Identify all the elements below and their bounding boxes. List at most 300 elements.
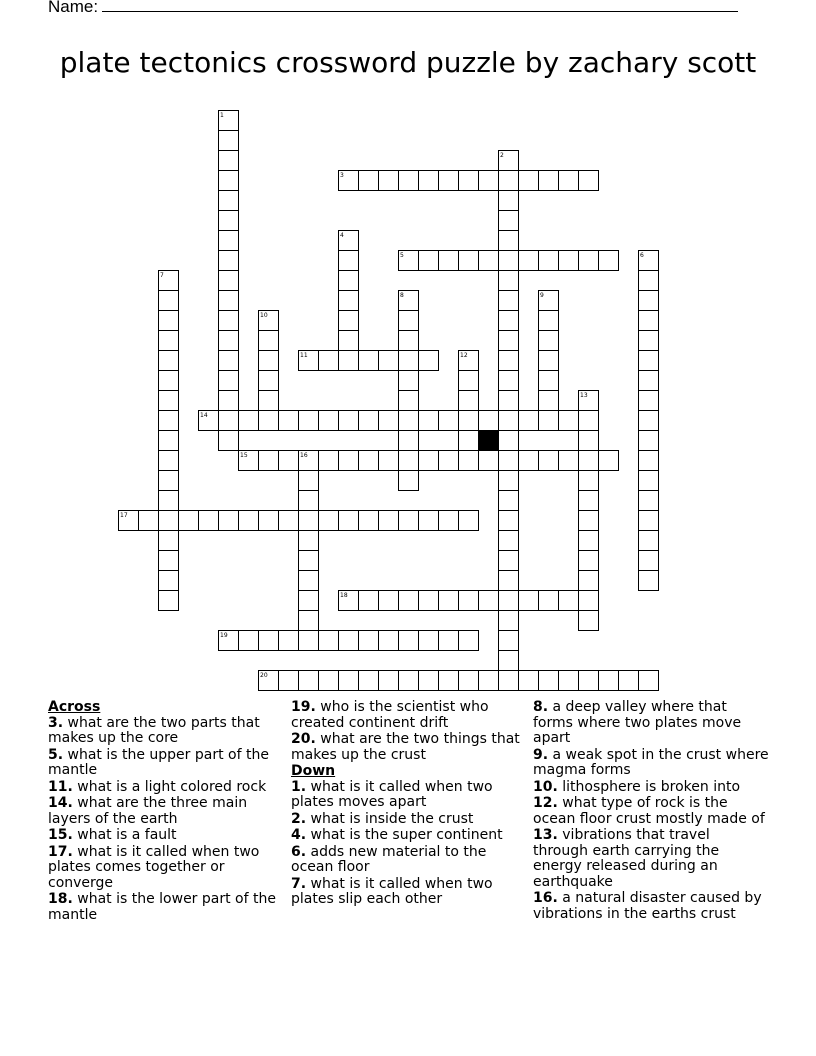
clue-number-label: 8 bbox=[400, 292, 404, 299]
grid-cell[interactable] bbox=[479, 671, 499, 691]
grid-cell[interactable] bbox=[639, 511, 659, 531]
grid-cell[interactable] bbox=[279, 411, 299, 431]
across-clue bbox=[48, 796, 284, 827]
grid-cell[interactable] bbox=[559, 451, 579, 471]
grid-cell[interactable] bbox=[539, 391, 559, 411]
grid-cell[interactable] bbox=[219, 271, 239, 291]
grid-cell[interactable] bbox=[439, 171, 459, 191]
grid-cell[interactable] bbox=[639, 371, 659, 391]
grid-cell[interactable] bbox=[259, 351, 279, 371]
grid-cell[interactable] bbox=[379, 591, 399, 611]
grid-cell[interactable] bbox=[639, 571, 659, 591]
clue-text: what type of rock is the ocean floor crust mostly made of bbox=[533, 795, 765, 827]
clue-number-label: 6 bbox=[640, 252, 644, 259]
clue-number-label: 1 bbox=[220, 112, 224, 119]
grid-cell[interactable] bbox=[219, 231, 239, 251]
grid-cell[interactable] bbox=[399, 471, 419, 491]
grid-cell[interactable] bbox=[499, 411, 519, 431]
grid-cell[interactable] bbox=[519, 591, 539, 611]
grid-cell[interactable] bbox=[219, 171, 239, 191]
down-clue bbox=[533, 891, 769, 922]
grid-cell[interactable] bbox=[559, 251, 579, 271]
grid-cell[interactable] bbox=[339, 291, 359, 311]
grid-cell[interactable] bbox=[259, 391, 279, 411]
grid-cell[interactable] bbox=[519, 671, 539, 691]
clue-number-label: 4 bbox=[340, 232, 344, 239]
grid-cell[interactable] bbox=[579, 411, 599, 431]
grid-cell[interactable] bbox=[459, 411, 479, 431]
grid-cell[interactable] bbox=[399, 391, 419, 411]
clue-text: what is the lower part of the mantle bbox=[48, 891, 276, 923]
name-label: Name: bbox=[48, 0, 99, 16]
grid-cell[interactable] bbox=[539, 331, 559, 351]
grid-cell[interactable] bbox=[219, 191, 239, 211]
grid-cell[interactable] bbox=[219, 331, 239, 351]
grid-cell[interactable] bbox=[219, 411, 239, 431]
grid-cell[interactable] bbox=[499, 351, 519, 371]
grid-cell[interactable] bbox=[439, 251, 459, 271]
down-heading: Down bbox=[291, 763, 336, 779]
clue-text: what is the upper part of the mantle bbox=[48, 746, 269, 778]
grid-cell[interactable] bbox=[299, 491, 319, 511]
grid-cell[interactable] bbox=[139, 511, 159, 531]
clue-text: what is it called when two plates slip each other bbox=[291, 875, 493, 907]
clue-number: 2. bbox=[291, 810, 307, 827]
grid-cell[interactable] bbox=[579, 531, 599, 551]
grid-cell[interactable] bbox=[259, 451, 279, 471]
grid-cell[interactable] bbox=[519, 251, 539, 271]
grid-cell[interactable] bbox=[539, 411, 559, 431]
grid-cell[interactable] bbox=[639, 451, 659, 471]
clue-text: lithosphere is broken into bbox=[557, 778, 741, 795]
grid-cell[interactable] bbox=[499, 291, 519, 311]
grid-cell[interactable] bbox=[399, 671, 419, 691]
grid-cell[interactable] bbox=[279, 511, 299, 531]
grid-cell[interactable] bbox=[239, 631, 259, 651]
grid-cell[interactable] bbox=[299, 671, 319, 691]
clue-number-label: 10 bbox=[260, 312, 268, 319]
down-clue bbox=[291, 845, 527, 876]
grid-cell[interactable] bbox=[559, 591, 579, 611]
grid-cell[interactable] bbox=[399, 171, 419, 191]
grid-cell[interactable] bbox=[639, 291, 659, 311]
grid-cell[interactable] bbox=[459, 591, 479, 611]
grid-cell[interactable] bbox=[159, 471, 179, 491]
black-cell bbox=[479, 431, 499, 451]
clues-column-3 bbox=[533, 700, 769, 923]
clue-number-label: 13 bbox=[580, 392, 588, 399]
grid-cell[interactable] bbox=[399, 631, 419, 651]
across-clue bbox=[48, 845, 284, 892]
grid-cell[interactable] bbox=[579, 571, 599, 591]
grid-cell[interactable] bbox=[379, 671, 399, 691]
grid-cell[interactable] bbox=[159, 551, 179, 571]
grid-cell[interactable] bbox=[219, 431, 239, 451]
grid-cell[interactable] bbox=[359, 591, 379, 611]
grid-cell[interactable] bbox=[359, 351, 379, 371]
grid-cell[interactable] bbox=[319, 351, 339, 371]
clue-text: what is inside the crust bbox=[306, 810, 474, 827]
grid-cell[interactable] bbox=[339, 251, 359, 271]
grid-cell[interactable] bbox=[219, 511, 239, 531]
clue-text: what is a fault bbox=[72, 827, 177, 843]
grid-cell[interactable] bbox=[159, 511, 179, 531]
grid-cell[interactable] bbox=[499, 611, 519, 631]
grid-cell[interactable] bbox=[419, 591, 439, 611]
grid-cell[interactable] bbox=[499, 531, 519, 551]
grid-cell[interactable] bbox=[459, 631, 479, 651]
grid-cell[interactable] bbox=[499, 431, 519, 451]
clue-text: vibrations that travel through earth carrying the energy released during an earthquake bbox=[533, 827, 720, 890]
clue-number: 20. bbox=[291, 731, 316, 747]
grid-cell[interactable] bbox=[419, 451, 439, 471]
grid-cell[interactable] bbox=[359, 511, 379, 531]
clue-number-label: 2 bbox=[500, 152, 504, 159]
grid-cell[interactable] bbox=[339, 311, 359, 331]
grid-cell[interactable] bbox=[339, 271, 359, 291]
page-title: plate tectonics crossword puzzle by zachary scott bbox=[59, 46, 757, 79]
grid-cell[interactable] bbox=[339, 331, 359, 351]
grid-cell[interactable] bbox=[379, 631, 399, 651]
down-clue bbox=[533, 748, 769, 779]
across-clue bbox=[291, 700, 527, 731]
grid-cell[interactable] bbox=[379, 351, 399, 371]
clue-number-label: 18 bbox=[340, 592, 348, 599]
grid-cell[interactable] bbox=[539, 351, 559, 371]
grid-cell[interactable] bbox=[159, 411, 179, 431]
grid-cell[interactable] bbox=[279, 631, 299, 651]
grid-cell[interactable] bbox=[599, 251, 619, 271]
clues-column-1 bbox=[48, 700, 284, 924]
clue-text: what are the three main layers of the earth bbox=[48, 795, 248, 827]
across-clue bbox=[48, 780, 284, 796]
grid-cell[interactable] bbox=[579, 511, 599, 531]
clue-number: 19. bbox=[291, 699, 316, 715]
grid-cell[interactable] bbox=[579, 171, 599, 191]
clue-number: 15. bbox=[48, 827, 73, 843]
clue-number: 16. bbox=[533, 890, 558, 906]
grid-cell[interactable] bbox=[339, 511, 359, 531]
grid-cell[interactable] bbox=[199, 511, 219, 531]
grid-cell[interactable] bbox=[499, 311, 519, 331]
grid-cell[interactable] bbox=[559, 411, 579, 431]
grid-cell[interactable] bbox=[419, 511, 439, 531]
grid-cell[interactable] bbox=[319, 511, 339, 531]
grid-cell[interactable] bbox=[499, 451, 519, 471]
clue-text: what are the two things that makes up the crust bbox=[291, 731, 520, 763]
clue-text: what are the two parts that makes up the core bbox=[48, 714, 260, 746]
grid-cell[interactable] bbox=[339, 351, 359, 371]
grid-cell[interactable] bbox=[499, 391, 519, 411]
grid-cell[interactable] bbox=[399, 431, 419, 451]
grid-cell[interactable] bbox=[479, 451, 499, 471]
grid-cell[interactable] bbox=[339, 411, 359, 431]
grid-cell[interactable] bbox=[219, 351, 239, 371]
grid-cell[interactable] bbox=[319, 631, 339, 651]
grid-cell[interactable] bbox=[499, 171, 519, 191]
grid-cell[interactable] bbox=[499, 491, 519, 511]
clue-number-label: 16 bbox=[300, 452, 308, 459]
grid-cell[interactable] bbox=[579, 491, 599, 511]
grid-cell[interactable] bbox=[579, 451, 599, 471]
grid-cell[interactable] bbox=[159, 391, 179, 411]
clue-number-label: 17 bbox=[120, 512, 128, 519]
grid-cell[interactable] bbox=[379, 171, 399, 191]
grid-cell[interactable] bbox=[519, 171, 539, 191]
grid-cell[interactable] bbox=[499, 551, 519, 571]
clue-number: 11. bbox=[48, 778, 73, 795]
grid-cell[interactable] bbox=[399, 311, 419, 331]
clue-number: 8. bbox=[533, 699, 549, 715]
grid-cell[interactable] bbox=[439, 511, 459, 531]
grid-cell[interactable] bbox=[479, 171, 499, 191]
grid-cell[interactable] bbox=[639, 431, 659, 451]
grid-cell[interactable] bbox=[539, 591, 559, 611]
clue-number: 7. bbox=[291, 875, 307, 892]
grid-cell[interactable] bbox=[599, 671, 619, 691]
grid-cell[interactable] bbox=[419, 631, 439, 651]
grid-cell[interactable] bbox=[459, 371, 479, 391]
clue-text: what is a light colored rock bbox=[72, 778, 267, 795]
grid-cell[interactable] bbox=[539, 451, 559, 471]
grid-cell[interactable] bbox=[499, 651, 519, 671]
grid-cell[interactable] bbox=[479, 591, 499, 611]
grid-cell[interactable] bbox=[579, 251, 599, 271]
grid-cell[interactable] bbox=[159, 311, 179, 331]
grid-cell[interactable] bbox=[219, 371, 239, 391]
clue-number: 14. bbox=[48, 795, 73, 811]
down-clue bbox=[291, 812, 527, 828]
grid-cell[interactable] bbox=[459, 671, 479, 691]
grid-cell[interactable] bbox=[439, 671, 459, 691]
grid-cell[interactable] bbox=[219, 131, 239, 151]
clue-text: what is it called when two plates moves apart bbox=[291, 778, 493, 810]
grid-cell[interactable] bbox=[419, 351, 439, 371]
grid-cell[interactable] bbox=[639, 531, 659, 551]
grid-cell[interactable] bbox=[259, 331, 279, 351]
grid-cell[interactable] bbox=[479, 251, 499, 271]
grid-cell[interactable] bbox=[639, 551, 659, 571]
grid-cell[interactable] bbox=[379, 511, 399, 531]
grid-cell[interactable] bbox=[219, 251, 239, 271]
grid-cell[interactable] bbox=[359, 411, 379, 431]
down-clue bbox=[533, 796, 769, 827]
grid-cell[interactable] bbox=[399, 511, 419, 531]
grid-cell[interactable] bbox=[279, 671, 299, 691]
grid-cell[interactable] bbox=[579, 431, 599, 451]
grid-cell[interactable] bbox=[259, 631, 279, 651]
clue-number: 3. bbox=[48, 714, 64, 731]
clue-text: adds new material to the ocean floor bbox=[291, 843, 487, 875]
grid-cell[interactable] bbox=[399, 351, 419, 371]
across-heading: Across bbox=[48, 699, 101, 715]
grid-cell[interactable] bbox=[399, 371, 419, 391]
grid-cell[interactable] bbox=[459, 171, 479, 191]
grid-cell[interactable] bbox=[479, 411, 499, 431]
grid-cell[interactable] bbox=[519, 411, 539, 431]
across-clue bbox=[48, 892, 284, 923]
grid-cell[interactable] bbox=[599, 451, 619, 471]
clue-number: 10. bbox=[533, 778, 558, 795]
grid-cell[interactable] bbox=[299, 591, 319, 611]
grid-cell[interactable] bbox=[339, 631, 359, 651]
grid-cell[interactable] bbox=[459, 391, 479, 411]
grid-cell[interactable] bbox=[419, 171, 439, 191]
clue-number-label: 20 bbox=[260, 672, 268, 679]
across-clue bbox=[48, 716, 284, 747]
grid-cell[interactable] bbox=[299, 511, 319, 531]
grid-cell[interactable] bbox=[239, 411, 259, 431]
grid-cell[interactable] bbox=[399, 591, 419, 611]
grid-cell[interactable] bbox=[359, 171, 379, 191]
grid-cell[interactable] bbox=[159, 291, 179, 311]
grid-cell[interactable] bbox=[439, 451, 459, 471]
clue-number: 13. bbox=[533, 827, 558, 843]
grid-cell[interactable] bbox=[259, 411, 279, 431]
grid-cell[interactable] bbox=[639, 671, 659, 691]
grid-cell[interactable] bbox=[639, 491, 659, 511]
down-clue bbox=[291, 828, 527, 844]
grid-cell[interactable] bbox=[359, 671, 379, 691]
grid-cell[interactable] bbox=[459, 511, 479, 531]
grid-cell[interactable] bbox=[299, 551, 319, 571]
grid-cell[interactable] bbox=[159, 491, 179, 511]
grid-cell[interactable] bbox=[639, 311, 659, 331]
clue-text: a weak spot in the crust where magma forms bbox=[533, 746, 769, 778]
grid-cell[interactable] bbox=[279, 451, 299, 471]
grid-cell[interactable] bbox=[359, 451, 379, 471]
grid-cell[interactable] bbox=[399, 411, 419, 431]
clue-number-label: 19 bbox=[220, 632, 228, 639]
grid-cell[interactable] bbox=[179, 511, 199, 531]
grid-cell[interactable] bbox=[419, 251, 439, 271]
grid-cell[interactable] bbox=[219, 391, 239, 411]
grid-cell[interactable] bbox=[639, 411, 659, 431]
grid-cell[interactable] bbox=[219, 211, 239, 231]
grid-cell[interactable] bbox=[399, 331, 419, 351]
clue-number: 9. bbox=[533, 746, 549, 763]
down-clue bbox=[291, 877, 527, 908]
grid-cell[interactable] bbox=[539, 671, 559, 691]
grid-cell[interactable] bbox=[639, 271, 659, 291]
grid-cell[interactable] bbox=[359, 631, 379, 651]
down-clue bbox=[533, 780, 769, 796]
grid-cell[interactable] bbox=[539, 371, 559, 391]
grid-cell[interactable] bbox=[559, 171, 579, 191]
grid-cell[interactable] bbox=[639, 351, 659, 371]
grid-cell[interactable] bbox=[159, 371, 179, 391]
grid-cell[interactable] bbox=[499, 191, 519, 211]
grid-cell[interactable] bbox=[499, 591, 519, 611]
across-clue bbox=[48, 748, 284, 779]
grid-cell[interactable] bbox=[499, 671, 519, 691]
grid-cell[interactable] bbox=[579, 591, 599, 611]
grid-cell[interactable] bbox=[319, 451, 339, 471]
grid-cell[interactable] bbox=[499, 331, 519, 351]
grid-cell[interactable] bbox=[219, 151, 239, 171]
grid-cell[interactable] bbox=[499, 371, 519, 391]
grid-cell[interactable] bbox=[159, 431, 179, 451]
grid-cell[interactable] bbox=[339, 451, 359, 471]
grid-cell[interactable] bbox=[539, 171, 559, 191]
grid-cell[interactable] bbox=[639, 391, 659, 411]
clue-number-label: 3 bbox=[340, 172, 344, 179]
grid-cell[interactable] bbox=[379, 451, 399, 471]
grid-cell[interactable] bbox=[339, 671, 359, 691]
grid-cell[interactable] bbox=[459, 431, 479, 451]
grid-cell[interactable] bbox=[639, 471, 659, 491]
grid-cell[interactable] bbox=[379, 411, 399, 431]
grid-cell[interactable] bbox=[459, 251, 479, 271]
grid-cell[interactable] bbox=[159, 451, 179, 471]
grid-cell[interactable] bbox=[319, 411, 339, 431]
grid-cell[interactable] bbox=[519, 451, 539, 471]
grid-cell[interactable] bbox=[319, 671, 339, 691]
grid-cell[interactable] bbox=[239, 511, 259, 531]
grid-cell[interactable] bbox=[579, 551, 599, 571]
grid-cell[interactable] bbox=[299, 631, 319, 651]
down-clue bbox=[291, 780, 527, 811]
grid-cell[interactable] bbox=[499, 511, 519, 531]
grid-cell[interactable] bbox=[499, 251, 519, 271]
grid-cell[interactable] bbox=[219, 291, 239, 311]
grid-cell[interactable] bbox=[419, 411, 439, 431]
grid-cell[interactable] bbox=[579, 611, 599, 631]
grid-cell[interactable] bbox=[159, 331, 179, 351]
grid-cell[interactable] bbox=[619, 671, 639, 691]
clue-number-label: 15 bbox=[240, 452, 248, 459]
grid-cell[interactable] bbox=[499, 571, 519, 591]
grid-cell[interactable] bbox=[159, 591, 179, 611]
grid-cell[interactable] bbox=[219, 311, 239, 331]
down-clue bbox=[533, 700, 769, 747]
grid-cell[interactable] bbox=[299, 531, 319, 551]
grid-cell[interactable] bbox=[299, 571, 319, 591]
grid-cell[interactable] bbox=[439, 411, 459, 431]
grid-cell[interactable] bbox=[459, 451, 479, 471]
grid-cell[interactable] bbox=[639, 331, 659, 351]
grid-cell[interactable] bbox=[499, 631, 519, 651]
grid-cell[interactable] bbox=[159, 571, 179, 591]
grid-cell[interactable] bbox=[439, 591, 459, 611]
clue-number: 12. bbox=[533, 795, 558, 811]
grid-cell[interactable] bbox=[499, 471, 519, 491]
grid-cell[interactable] bbox=[499, 231, 519, 251]
grid-cell[interactable] bbox=[579, 671, 599, 691]
grid-cell[interactable] bbox=[559, 671, 579, 691]
grid-cell[interactable] bbox=[399, 451, 419, 471]
grid-cell[interactable] bbox=[419, 671, 439, 691]
grid-cell[interactable] bbox=[499, 271, 519, 291]
clues-column-2 bbox=[291, 700, 527, 909]
grid-cell[interactable] bbox=[299, 471, 319, 491]
clue-number-label: 5 bbox=[400, 252, 404, 259]
clue-number-label: 11 bbox=[300, 352, 308, 359]
grid-cell[interactable] bbox=[579, 471, 599, 491]
grid-cell[interactable] bbox=[299, 611, 319, 631]
grid-cell[interactable] bbox=[539, 311, 559, 331]
grid-cell[interactable] bbox=[499, 211, 519, 231]
clue-number: 5. bbox=[48, 746, 64, 763]
grid-cell[interactable] bbox=[299, 411, 319, 431]
grid-cell[interactable] bbox=[539, 251, 559, 271]
down-clue bbox=[533, 828, 769, 890]
grid-cell[interactable] bbox=[159, 531, 179, 551]
grid-cell[interactable] bbox=[159, 351, 179, 371]
grid-cell[interactable] bbox=[259, 371, 279, 391]
grid-cell[interactable] bbox=[439, 631, 459, 651]
grid-cell[interactable] bbox=[259, 511, 279, 531]
